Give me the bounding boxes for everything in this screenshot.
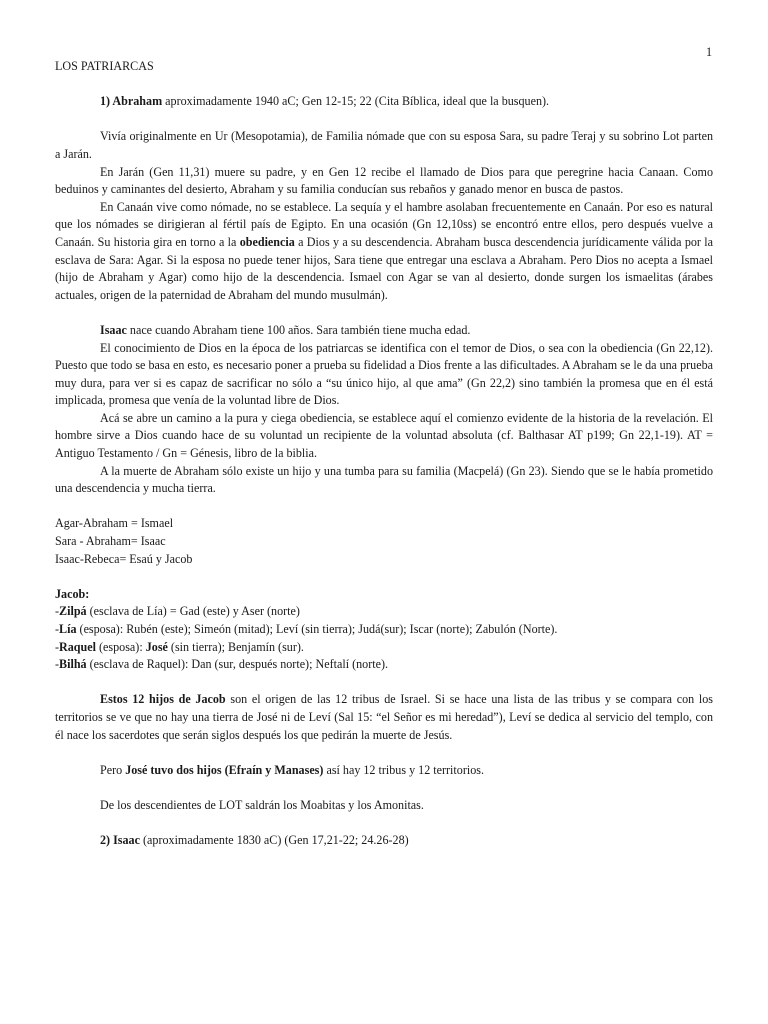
isaac-paragraph-3: A la muerte de Abraham sólo existe un hijo y una tumba para su familia (Macpelá) (Gn 23). Siendo que se le había prometido una descendencia y mucha tierra. (55, 463, 713, 496)
jacob-wife-line (55, 656, 713, 674)
abraham-paragraph-1: Vivía originalmente en Ur (Mesopotamia), de Familia nómade que con su esposa Sara, su padre Teraj y su sobrino Lot parten a Jarán. (55, 129, 713, 161)
isaac-paragraph-1: El conocimiento de Dios en la época de los patriarcas se identifica con el temor de Dios, o sea con la obediencia (Gn 22,12). Puesto que todo se basa en esto, es necesario poner a prueba su fidelidad a Dios frente a las dificultades. A Abraham se le da una prueba muy dura, para ver si es capaz de sacrificar no sólo a “su único hijo, al que ama” (Gn 22,2) sino también la promesa que en él está implicada, promesa que venía de la voluntad libre de Dios. (55, 340, 713, 408)
wife-name: Bilhá (59, 657, 87, 672)
tribes-text: son el origen de las 12 tribus de Israel. Si se hace una lista de las tribus y se compara con los territorios se ve que no hay una tierra de José ni de Leví (Sal 15: “el Señor es mi heredad”), Leví se dedica al servicio del templo, con él nace los sacerdotes que serán siglos después los que pedirán la muerte de Jesús. (55, 692, 714, 742)
isaac-paragraph-2: Acá se abre un camino a la pura y ciega obediencia, se establece aquí el comienzo evidente de la historia de la revelación. El hombre sirve a Dios cuando hace de su voluntad un recipiente de la voluntad absoluta (cf. Balthasar AT p199; Gn 22,1-19). AT = Antiguo Testamento / Gn = Génesis, libro de la biblia. (55, 410, 713, 461)
isaac-heading-bold: 2) Isaac (100, 833, 140, 848)
wife-children: (esposa): (96, 639, 146, 654)
abraham-heading-text: aproximadamente 1940 aC; Gen 12-15; 22 (Cita Bíblica, ideal que la busquen). (162, 94, 550, 109)
isaac-intro-text: nace cuando Abraham tiene 100 años. Sara también tiene mucha edad. (126, 322, 471, 337)
jacob-wife-line (55, 639, 713, 657)
abraham-heading-bold: 1) Abraham (100, 94, 163, 109)
list-dash: - (55, 604, 60, 619)
list-dash: - (55, 622, 60, 636)
jose-paragraph (55, 762, 713, 780)
wife-children: (sin tierra); Benjamín (sur). (167, 639, 304, 654)
lineage-line: Agar-Abraham = Ismael (55, 516, 174, 531)
tribes-paragraph (55, 691, 713, 744)
wife-name: Lía (59, 622, 77, 636)
lineage-line: Sara - Abraham= Isaac (55, 534, 166, 549)
jacob-label-text: Jacob: (55, 586, 90, 601)
abraham-paragraph-2: En Jarán (Gen 11,31) muere su padre, y en Gen 12 recibe el llamado de Dios para que peregrine hacia Canaan. Como beduinos y caminantes del desierto, Abraham y su familia conducían sus rebaños y ganado menor en busca de pastos. (55, 164, 713, 197)
wife-children: (esposa): Rubén (este); Simeón (mitad); Leví (sin tierra); Judá(sur); Iscar (norte); Zabulón (Norte). (76, 622, 558, 636)
isaac-heading-text: (aproximadamente 1830 aC) (Gen 17,21-22; 24.26-28) (139, 833, 409, 848)
list-dash: - (55, 657, 60, 672)
child-name: José (145, 639, 168, 654)
wife-name: Raquel (59, 639, 96, 654)
lot-paragraph: De los descendientes de LOT saldrán los Moabitas y los Amonitas. (100, 797, 424, 812)
tribes-bold: Estos 12 hijos de Jacob (100, 692, 226, 707)
document-title: LOS PATRIARCAS (55, 59, 154, 73)
jacob-wife-line (55, 621, 713, 639)
isaac-intro-bold: Isaac (100, 322, 127, 337)
lineage-line: Isaac-Rebeca= Esaú y Jacob (55, 551, 193, 566)
list-dash: - (55, 639, 60, 654)
abraham-heading (55, 93, 713, 111)
jose-text: así hay 12 tribus y 12 territorios. (323, 762, 484, 777)
wife-children: (esclava de Lía) = Gad (este) y Aser (norte) (86, 604, 300, 619)
page-number: 1 (705, 45, 712, 59)
wife-name: Zilpá (59, 604, 87, 619)
abraham-p3-text-b: a Dios y a su descendencia. Abraham busca descendencia jurídicamente válida por la esclava de Sara: Agar. Si la esposa no puede tener hijos, Sara tiene que entregar una esclava a Abraham. Pero Dios no acepta a Ismael (hijo de Abraham y Agar) como hijo de la descendencia. Ismael con Agar se van al desierto, donde surgen los ismaelitas (árabes actuales, origen de la paternidad de Abraham del mundo musulmán). (55, 234, 713, 302)
abraham-p3-bold: obediencia (239, 234, 295, 249)
jose-bold: José tuvo dos hijos (Efraín y Manases) (125, 762, 324, 777)
wife-children: (esclava de Raquel): Dan (sur, después norte); Neftalí (norte). (86, 657, 388, 672)
abraham-p3-text-a: En Canaán vive como nómade, no se establece. La sequía y el hambre asolaban frecuentemente en Canaán. Por eso es natural que los nómades se dirigieran al fértil país de Egipto. En una ocasión (Gn 12,10ss) se encontró entre ellos, pero después vuelve a Canaán. Su historia gira en torno a la (55, 199, 713, 249)
jacob-wife-line (55, 603, 713, 621)
jose-pre: Pero (100, 762, 126, 777)
document-body (55, 58, 713, 850)
jacob-label (55, 586, 713, 604)
isaac-intro (55, 322, 713, 340)
abraham-paragraph-3 (55, 199, 713, 305)
isaac-heading (55, 832, 713, 850)
